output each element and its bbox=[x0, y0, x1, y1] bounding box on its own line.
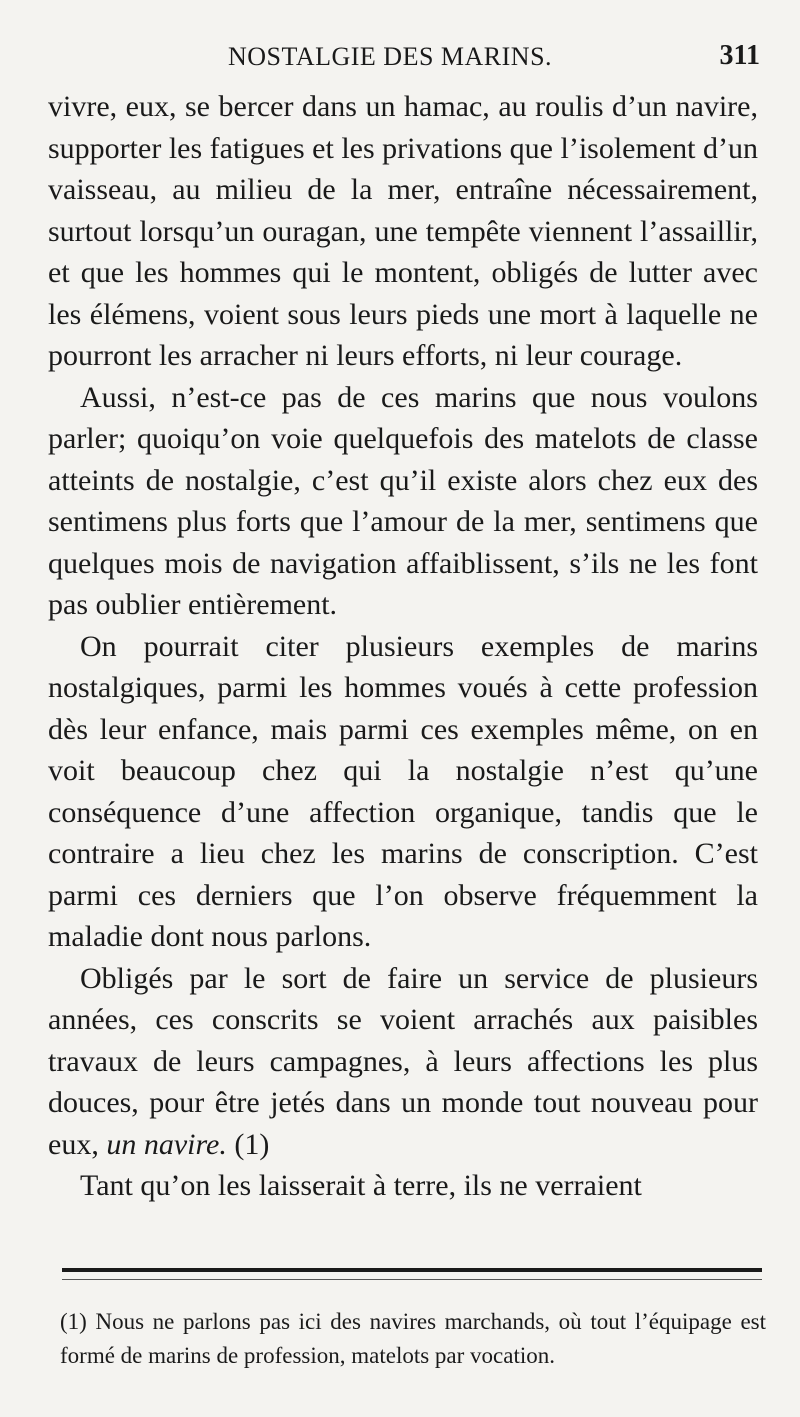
footnote-rule-thin bbox=[62, 1279, 762, 1280]
body-text bbox=[48, 86, 758, 1207]
running-head: NOSTALGIE DES MARINS. bbox=[228, 42, 553, 71]
paragraph-3: On pourrait citer plusieurs exemples de marins nostalgiques, parmi les hommes voués à cette profession dès leur enfance, mais parmi ces exemples même, on en voit beaucoup chez qui la nostalgie n’est qu’une conséquence d’une affection organique, tandis que le contraire a lieu chez les marins de conscription. C’est parmi ces derniers que l’on observe fréquemment la maladie dont nous parlons. bbox=[48, 629, 758, 953]
paragraph-4-text: Obligés par le sort de faire un service de plusieurs années, ces conscrits se voient arrachés aux paisibles travaux de leurs campagnes, à leurs affections les plus douces, pour être jetés dans un monde tout nouveau pour eux, bbox=[48, 961, 758, 1161]
paragraph-5: Tant qu’on les laisserait à terre, ils ne verraient bbox=[80, 1169, 642, 1202]
footnote-rule bbox=[62, 1268, 762, 1272]
paragraph-2: Aussi, n’est-ce pas de ces marins que nous voulons parler; quoiqu’on voie quelquefois des matelots de classe atteints de nostalgie, c’est qu’il existe alors chez eux des sentimens plus forts que l’amour de la mer, sentimens que quelques mois de navigation affaiblissent, s’ils ne les font pas oublier entièrement. bbox=[48, 380, 758, 621]
footnote: (1) Nous ne parlons pas ici des navires marchands, où tout l’équipage est formé de marins de profession, matelots par vocation. bbox=[60, 1309, 766, 1368]
paragraph-4-italic: un navire. bbox=[106, 1127, 227, 1161]
paragraph-1: vivre, eux, se bercer dans un hamac, au roulis d’un navire, supporter les fatigues et les privations que l’isolement d’un vaisseau, au milieu de la mer, entraîne nécessairement, surtout lorsqu’un ouragan, une tempête viennent l’assaillir, et que les hommes qui le montent, obligés de lutter avec les élémens, voient sous leurs pieds une mort à laquelle ne pourront les arracher ni leurs efforts, ni leur courage. bbox=[48, 90, 758, 372]
page-header bbox=[40, 38, 760, 82]
footnote-reference: (1) bbox=[226, 1127, 270, 1161]
paragraph-4 bbox=[48, 958, 758, 1166]
page-number: 311 bbox=[719, 40, 760, 71]
